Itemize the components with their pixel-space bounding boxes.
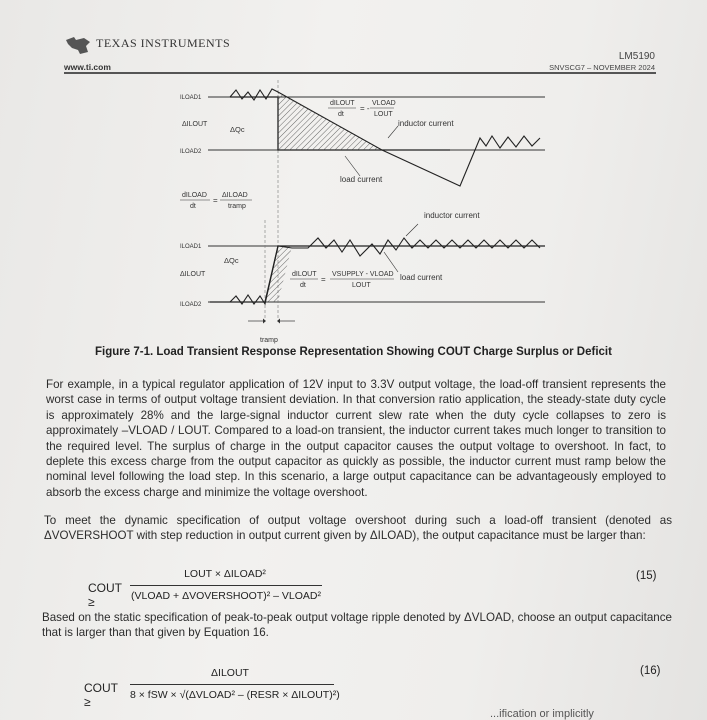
mid-lhs-num: dILOAD [182, 192, 207, 199]
eq16-denominator: 8 × fSW × √(ΔVLOAD² – (RESR × ΔILOUT)²) [130, 689, 340, 701]
middle-equation [180, 192, 252, 210]
tramp-label: tramp [260, 337, 278, 344]
top-slope-rhs-den: LOUT [374, 111, 393, 118]
mid-lhs-den: dt [190, 203, 196, 210]
top-slope-lhs-den: dt [338, 111, 344, 118]
bottom-slope-lhs: dILOUT [292, 271, 317, 278]
svg-text:=: = [213, 196, 218, 205]
doc-id: SNVSCG7 – NOVEMBER 2024 [549, 63, 655, 72]
bottom-slope-rhs-den: LOUT [352, 282, 371, 289]
figure-caption: Figure 7-1. Load Transient Response Representation Showing COUT Charge Surplus or Deficit [95, 346, 612, 358]
company-name: TEXAS INSTRUMENTS [96, 36, 231, 50]
paragraph-example: For example, in a typical regulator application of 12V input to 3.3V output voltage, the load-off transient represents the worst case in terms of output voltage transient deviation. In that conversion ratio application, the steady-state duty cycle is approximately 28% and the large-signal inductor current slew rate when the duty cycle collapses to zero is approximately –VLOAD / LOUT. Compared to a load-on transient, the inductor current takes much longer to transition to the required level. The surplus of charge in the output capacitor causes the output voltage to overshoot. In fact, to deplete this excess charge from the output capacitor as quickly as possible, the inductor current must ramp below the nominal level following the load step. In this scenario, a large output capacitance can be advantageously employed to absorb the excess charge and minimize the voltage overshoot. [46, 378, 666, 499]
eq15-fraction-bar [130, 585, 322, 586]
transient-figure [150, 80, 580, 345]
bottom-dq-label: ΔQc [224, 256, 239, 265]
part-number: LM5190 [618, 51, 655, 62]
paragraph-ripple: Based on the static specification of peak-to-peak output voltage ripple denoted by ΔVLOAD, choose an output capacitance that is larger than that given by Equation 16. [42, 611, 672, 640]
top-label-dilout: ΔILOUT [182, 121, 208, 128]
mid-rhs-den: tramp [228, 203, 246, 210]
bottom-panel [180, 211, 545, 344]
trailing-text: ...ification or implicitly [490, 708, 594, 720]
eq15-number: (15) [636, 570, 657, 582]
eq15-lhs: COUT ≥ [88, 581, 122, 609]
bottom-label-iload2: ILOAD2 [180, 302, 202, 308]
top-slope-rhs-num: VLOAD [372, 100, 396, 107]
bottom-slope-rhs-num: VSUPPLY - VLOAD [332, 271, 394, 278]
paragraph-overshoot: To meet the dynamic specification of output voltage overshoot during such a load-off transient (denoted as ΔVOVERSHOOT with step reduction in output current given by ΔILOAD), the output capacitance must be larger than: [44, 514, 672, 543]
bottom-load-label: load current [400, 273, 443, 282]
bottom-dq-area [265, 246, 292, 302]
eq16-number: (16) [640, 665, 661, 677]
bottom-inductor-label: inductor current [424, 211, 480, 220]
header-rule [64, 72, 656, 74]
top-label-iload2: ILOAD2 [180, 149, 202, 155]
eq16-fraction-bar [130, 684, 334, 685]
svg-text:= -: = - [360, 104, 370, 113]
top-slope-lhs: dILOUT [330, 100, 355, 107]
eq15-denominator: (VLOAD + ΔVOVERSHOOT)² – VLOAD² [131, 590, 321, 602]
bottom-slope-lhs-den: dt [300, 282, 306, 289]
bottom-label-iload1: ILOAD1 [180, 244, 202, 250]
top-load-label: load current [340, 175, 383, 184]
bottom-label-dilout: ΔILOUT [180, 271, 206, 278]
top-dq-label: ΔQc [230, 125, 245, 134]
svg-text:=: = [321, 275, 326, 284]
ti-state-icon [64, 34, 94, 56]
mid-rhs-num: ΔILOAD [222, 192, 248, 199]
top-label-iload1: ILOAD1 [180, 95, 202, 101]
eq16-lhs: COUT ≥ [84, 681, 118, 709]
top-inductor-label: inductor current [398, 119, 454, 128]
site-url[interactable]: www.ti.com [64, 62, 111, 72]
eq15-numerator: LOUT × ΔILOAD² [184, 568, 266, 580]
eq16-numerator: ΔILOUT [211, 667, 249, 679]
top-panel [180, 80, 545, 220]
